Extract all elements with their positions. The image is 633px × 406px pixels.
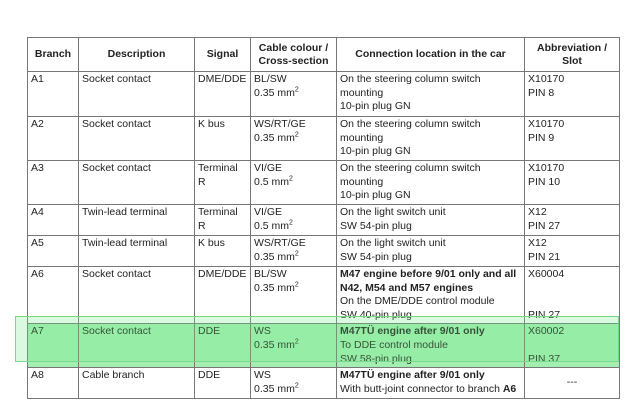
cable-colour: VI/GE: [254, 206, 283, 218]
abbreviation: X60004: [528, 268, 565, 280]
cell-signal: K bus: [195, 117, 251, 161]
cell-location: [337, 267, 525, 324]
abbreviation: X10170: [528, 162, 565, 174]
branch-reference: A6: [502, 382, 517, 395]
cable-colour: VI/GE: [254, 162, 283, 174]
cross-section-unit-sup: 2: [294, 131, 299, 139]
table-row-highlighted: [28, 324, 620, 368]
table-row: [28, 205, 620, 236]
location-line: [340, 383, 521, 397]
cell-signal: Terminal R: [195, 205, 251, 236]
header-abbr-line1: Abbreviation /: [536, 41, 607, 54]
cell-cable: [251, 205, 337, 236]
cell-location: [337, 117, 525, 161]
location-text: With butt-joint connector to branch: [340, 382, 503, 395]
cell-signal: DME/DDE: [195, 72, 251, 117]
cell-description: Socket contact: [79, 267, 195, 324]
header-row: [28, 38, 620, 72]
header-cable-line2: Cross-section: [258, 54, 329, 67]
abbr-spacer: [528, 282, 616, 296]
cell-branch: A2: [28, 117, 79, 161]
cross-section: [254, 383, 333, 397]
cell-abbreviation: [525, 267, 620, 324]
cell-cable: [251, 161, 337, 205]
cross-section-unit-sup: 2: [289, 175, 293, 183]
cable-colour: WS/RT/GE: [254, 237, 306, 249]
header-branch: Branch: [28, 38, 79, 72]
cell-abbreviation: [525, 161, 620, 205]
cell-signal: K bus: [195, 236, 251, 267]
cross-section-unit-sup: 2: [294, 86, 299, 94]
cross-section-unit-sup: 2: [294, 250, 299, 258]
cross-section-unit-sup: 2: [294, 338, 299, 346]
location-line: 10-pin plug GN: [340, 100, 411, 113]
location-line: SW 54-pin plug: [340, 250, 412, 263]
header-location: Connection location in the car: [337, 38, 525, 72]
header-cable: [251, 38, 337, 72]
table-row: [28, 368, 620, 398]
cell-branch: A8: [28, 368, 79, 398]
cross-section-unit-sup: 2: [294, 382, 299, 390]
header-signal: Signal: [195, 38, 251, 72]
cross-section-value: 0.5 mm: [254, 175, 290, 188]
cell-abbreviation: [525, 205, 620, 236]
cell-description: Socket contact: [79, 117, 195, 161]
cell-cable: [251, 324, 337, 368]
cell-signal: DDE: [195, 324, 251, 368]
slot: PIN 8: [528, 86, 555, 99]
cross-section-value: 0.35 mm: [254, 250, 295, 263]
cable-colour: WS/RT/GE: [254, 118, 306, 130]
cell-signal: DME/DDE: [195, 267, 251, 324]
location-line-bold: M47TÜ engine after 9/01 only: [340, 369, 485, 382]
abbr-spacer: [528, 295, 616, 309]
wiring-table: [27, 37, 620, 399]
location-line: To DDE control module: [340, 338, 448, 351]
location-line: mounting: [340, 86, 384, 99]
wiring-table-container: [27, 37, 619, 399]
slot: PIN 21: [528, 250, 561, 263]
table-row: [28, 161, 620, 205]
cross-section: [254, 220, 333, 234]
cell-description: Socket contact: [79, 161, 195, 205]
cell-abbreviation: [525, 117, 620, 161]
cross-section-unit-sup: 2: [289, 219, 293, 227]
location-line: mounting: [340, 175, 384, 188]
cell-description: Socket contact: [79, 324, 195, 368]
cell-signal: Terminal R: [195, 161, 251, 205]
location-line: On the steering column switch: [340, 162, 481, 174]
cell-cable: [251, 236, 337, 267]
cross-section: [254, 132, 333, 146]
location-line: On the light switch unit: [340, 206, 446, 218]
cell-branch: A3: [28, 161, 79, 205]
slot: PIN 9: [528, 131, 555, 144]
abbreviation: X10170: [528, 118, 565, 130]
cell-abbreviation: [525, 236, 620, 267]
table-row: [28, 236, 620, 267]
cable-colour: BL/SW: [254, 73, 287, 85]
cross-section: [254, 87, 333, 101]
cell-description: Socket contact: [79, 72, 195, 117]
location-line-bold: M47TÜ engine after 9/01 only: [340, 325, 485, 338]
cross-section-value: 0.35 mm: [254, 131, 295, 144]
cross-section-value: 0.35 mm: [254, 338, 295, 351]
cross-section-value: 0.35 mm: [254, 281, 295, 294]
abbreviation: X12: [528, 206, 547, 218]
cell-cable: [251, 72, 337, 117]
cell-abbreviation: [525, 368, 620, 398]
cable-colour: WS: [254, 325, 271, 338]
abbr-spacer: [528, 339, 616, 353]
cell-signal: DDE: [195, 368, 251, 398]
cell-branch: A7: [28, 324, 79, 368]
cell-location: [337, 368, 525, 398]
header-cable-line1: Cable colour /: [258, 41, 329, 54]
cell-location: [337, 324, 525, 368]
slot: PIN 27: [528, 219, 561, 232]
table-row: [28, 72, 620, 117]
location-line-bold: N42, M54 and M57 engines: [340, 281, 474, 294]
cross-section: [254, 339, 333, 353]
cell-branch: A4: [28, 205, 79, 236]
cross-section: [254, 176, 333, 190]
header-abbreviation: [525, 38, 620, 72]
location-line: SW 54-pin plug: [340, 219, 412, 232]
cell-location: [337, 161, 525, 205]
abbreviation: ---: [566, 376, 578, 389]
cell-abbreviation: [525, 324, 620, 368]
cell-location: [337, 236, 525, 267]
cross-section: [254, 282, 333, 296]
location-line: SW 58-pin plug: [340, 352, 412, 365]
header-abbr-line2: Slot: [562, 54, 582, 67]
location-line-bold: M47 engine before 9/01 only and all: [340, 268, 517, 280]
location-line: 10-pin plug GN: [340, 145, 411, 158]
cross-section-value: 0.5 mm: [254, 219, 290, 232]
location-line: On the steering column switch: [340, 118, 481, 130]
cross-section-value: 0.35 mm: [254, 86, 295, 99]
abbreviation: X10170: [528, 73, 565, 85]
cell-branch: A5: [28, 236, 79, 267]
cell-description: Twin-lead terminal: [79, 205, 195, 236]
header-description: Description: [79, 38, 195, 72]
cell-description: Cable branch: [79, 368, 195, 398]
cell-branch: A1: [28, 72, 79, 117]
cross-section-value: 0.35 mm: [254, 382, 295, 395]
cell-branch: A6: [28, 267, 79, 324]
location-line: 10-pin plug GN: [340, 189, 411, 202]
cell-location: [337, 205, 525, 236]
table-row: [28, 267, 620, 324]
location-line: On the steering column switch: [340, 73, 481, 85]
location-line: mounting: [340, 131, 384, 144]
cable-colour: BL/SW: [254, 268, 287, 280]
slot: PIN 37: [528, 352, 561, 365]
cross-section-unit-sup: 2: [294, 281, 299, 289]
abbreviation: X60002: [528, 325, 565, 338]
cross-section: [254, 251, 333, 265]
cell-cable: [251, 368, 337, 398]
slot: PIN 27: [528, 308, 561, 321]
table-row: [28, 117, 620, 161]
slot: PIN 10: [528, 175, 561, 188]
cell-description: Twin-lead terminal: [79, 236, 195, 267]
cell-location: [337, 72, 525, 117]
cell-abbreviation: [525, 72, 620, 117]
cell-cable: [251, 267, 337, 324]
location-line: SW 40-pin plug: [340, 308, 412, 321]
abbreviation: X12: [528, 237, 547, 249]
location-line: On the light switch unit: [340, 237, 446, 249]
cell-cable: [251, 117, 337, 161]
location-line: On the DME/DDE control module: [340, 295, 495, 308]
cable-colour: WS: [254, 369, 271, 382]
